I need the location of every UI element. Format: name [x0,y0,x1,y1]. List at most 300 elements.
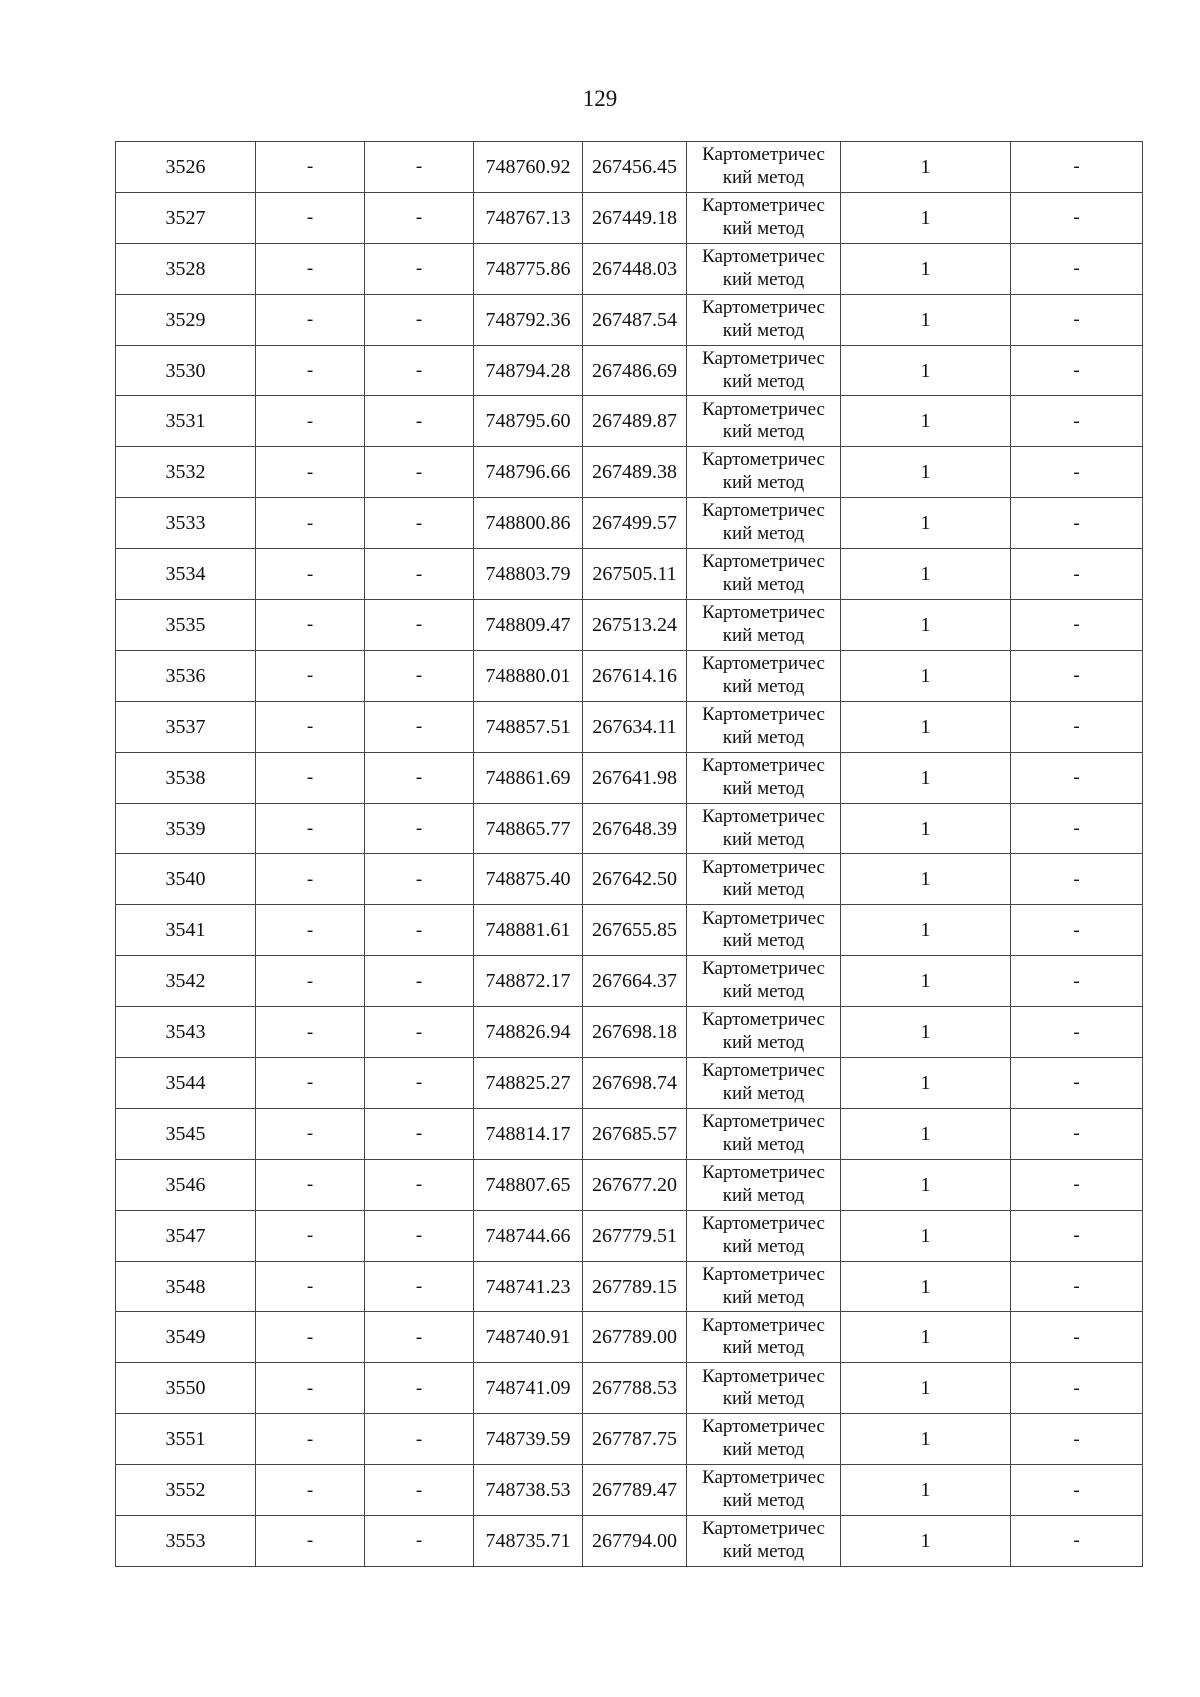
accuracy-cell: 1 [841,803,1011,854]
method-text-line-1: Картометричес [702,958,825,980]
x-coordinate-cell: 748735.71 [474,1516,583,1567]
empty-value-cell: - [365,1210,474,1261]
empty-value-cell: - [256,905,365,956]
table-row [116,1516,1143,1567]
point-number-cell: 3543 [116,1007,256,1058]
empty-value-cell: - [256,1414,365,1465]
accuracy-cell: 1 [841,1363,1011,1414]
point-number-cell: 3530 [116,345,256,396]
point-number-cell: 3549 [116,1312,256,1363]
y-coordinate-cell: 267664.37 [583,956,687,1007]
method-text-line-1: Картометричес [702,602,825,624]
method-text-line-2: кий метод [722,1388,805,1410]
x-coordinate-cell: 748880.01 [474,650,583,701]
method-text-line-2: кий метод [722,777,805,799]
method-cell [687,396,841,447]
point-number-cell: 3534 [116,549,256,600]
y-coordinate-cell: 267788.53 [583,1363,687,1414]
method-cell [687,549,841,600]
table-row [116,854,1143,905]
method-text-line-1: Картометричес [702,296,825,318]
accuracy-cell: 1 [841,600,1011,651]
accuracy-cell: 1 [841,142,1011,193]
note-cell: - [1011,1414,1143,1465]
method-cell [687,854,841,905]
y-coordinate-cell: 267449.18 [583,192,687,243]
accuracy-cell: 1 [841,905,1011,956]
accuracy-cell: 1 [841,294,1011,345]
method-text-line-1: Картометричес [702,1161,825,1183]
method-cell [687,1108,841,1159]
empty-value-cell: - [256,1516,365,1567]
y-coordinate-cell: 267794.00 [583,1516,687,1567]
x-coordinate-cell: 748796.66 [474,447,583,498]
y-coordinate-cell: 267655.85 [583,905,687,956]
method-text-line-2: кий метод [722,523,805,545]
note-cell: - [1011,1210,1143,1261]
empty-value-cell: - [365,650,474,701]
empty-value-cell: - [365,1007,474,1058]
empty-value-cell: - [256,142,365,193]
note-cell: - [1011,345,1143,396]
y-coordinate-cell: 267489.87 [583,396,687,447]
method-text-line-2: кий метод [722,574,805,596]
method-text-line-1: Картометричес [702,144,825,166]
method-text-line-2: кий метод [722,726,805,748]
table-row [116,498,1143,549]
method-text-line-2: кий метод [722,981,805,1003]
method-text-line-2: кий метод [722,319,805,341]
y-coordinate-cell: 267448.03 [583,243,687,294]
method-text-line-1: Картометричес [702,754,825,776]
method-text-line-1: Картометричес [702,703,825,725]
note-cell: - [1011,1261,1143,1312]
method-cell [687,243,841,294]
point-number-cell: 3541 [116,905,256,956]
method-text-line-1: Картометричес [702,1009,825,1031]
point-number-cell: 3545 [116,1108,256,1159]
empty-value-cell: - [256,600,365,651]
empty-value-cell: - [365,1312,474,1363]
method-text-line-2: кий метод [722,1133,805,1155]
empty-value-cell: - [365,1058,474,1109]
note-cell: - [1011,294,1143,345]
note-cell: - [1011,752,1143,803]
accuracy-cell: 1 [841,752,1011,803]
empty-value-cell: - [365,600,474,651]
empty-value-cell: - [256,1108,365,1159]
method-text-line-1: Картометричес [702,1060,825,1082]
table-row [116,1007,1143,1058]
y-coordinate-cell: 267648.39 [583,803,687,854]
note-cell: - [1011,1516,1143,1567]
method-text-line-1: Картометричес [702,500,825,522]
note-cell: - [1011,905,1143,956]
x-coordinate-cell: 748807.65 [474,1159,583,1210]
note-cell: - [1011,1363,1143,1414]
empty-value-cell: - [365,243,474,294]
note-cell: - [1011,142,1143,193]
y-coordinate-cell: 267789.47 [583,1465,687,1516]
method-text-line-1: Картометричес [702,245,825,267]
accuracy-cell: 1 [841,192,1011,243]
method-text-line-1: Картометричес [702,1314,825,1336]
method-text-line-2: кий метод [722,828,805,850]
x-coordinate-cell: 748875.40 [474,854,583,905]
x-coordinate-cell: 748803.79 [474,549,583,600]
table-row [116,803,1143,854]
method-cell [687,1210,841,1261]
empty-value-cell: - [256,956,365,1007]
empty-value-cell: - [256,1363,365,1414]
empty-value-cell: - [256,803,365,854]
x-coordinate-cell: 748740.91 [474,1312,583,1363]
table-row [116,294,1143,345]
method-cell [687,905,841,956]
table-row [116,752,1143,803]
empty-value-cell: - [365,294,474,345]
point-number-cell: 3526 [116,142,256,193]
table-row [116,1210,1143,1261]
empty-value-cell: - [256,243,365,294]
point-number-cell: 3538 [116,752,256,803]
accuracy-cell: 1 [841,650,1011,701]
x-coordinate-cell: 748739.59 [474,1414,583,1465]
note-cell: - [1011,956,1143,1007]
method-cell [687,956,841,1007]
empty-value-cell: - [365,498,474,549]
point-number-cell: 3553 [116,1516,256,1567]
table-row [116,1312,1143,1363]
empty-value-cell: - [365,803,474,854]
method-cell [687,1363,841,1414]
x-coordinate-cell: 748861.69 [474,752,583,803]
method-text-line-2: кий метод [722,1184,805,1206]
method-text-line-2: кий метод [722,472,805,494]
note-cell: - [1011,650,1143,701]
table-row [116,1363,1143,1414]
method-text-line-2: кий метод [722,1439,805,1461]
table-row [116,1261,1143,1312]
table-row [116,1159,1143,1210]
point-number-cell: 3548 [116,1261,256,1312]
method-cell [687,803,841,854]
accuracy-cell: 1 [841,1261,1011,1312]
method-cell [687,1159,841,1210]
x-coordinate-cell: 748865.77 [474,803,583,854]
accuracy-cell: 1 [841,498,1011,549]
accuracy-cell: 1 [841,1159,1011,1210]
method-text-line-2: кий метод [722,624,805,646]
empty-value-cell: - [256,1465,365,1516]
empty-value-cell: - [365,854,474,905]
accuracy-cell: 1 [841,1414,1011,1465]
method-cell [687,1516,841,1567]
method-text-line-2: кий метод [722,421,805,443]
x-coordinate-cell: 748857.51 [474,701,583,752]
x-coordinate-cell: 748738.53 [474,1465,583,1516]
empty-value-cell: - [256,1159,365,1210]
method-text-line-2: кий метод [722,930,805,952]
note-cell: - [1011,1312,1143,1363]
method-text-line-1: Картометричес [702,1518,825,1540]
y-coordinate-cell: 267489.38 [583,447,687,498]
point-number-cell: 3542 [116,956,256,1007]
point-number-cell: 3540 [116,854,256,905]
x-coordinate-cell: 748826.94 [474,1007,583,1058]
method-text-line-1: Картометричес [702,805,825,827]
x-coordinate-cell: 748825.27 [474,1058,583,1109]
method-cell [687,142,841,193]
empty-value-cell: - [365,1414,474,1465]
x-coordinate-cell: 748760.92 [474,142,583,193]
empty-value-cell: - [256,1312,365,1363]
y-coordinate-cell: 267487.54 [583,294,687,345]
accuracy-cell: 1 [841,1210,1011,1261]
method-text-line-2: кий метод [722,1490,805,1512]
method-cell [687,650,841,701]
empty-value-cell: - [256,1007,365,1058]
empty-value-cell: - [256,294,365,345]
point-number-cell: 3529 [116,294,256,345]
method-text-line-1: Картометричес [702,551,825,573]
y-coordinate-cell: 267642.50 [583,854,687,905]
method-text-line-2: кий метод [722,1082,805,1104]
x-coordinate-cell: 748775.86 [474,243,583,294]
y-coordinate-cell: 267486.69 [583,345,687,396]
method-text-line-2: кий метод [722,1540,805,1562]
y-coordinate-cell: 267505.11 [583,549,687,600]
empty-value-cell: - [256,498,365,549]
empty-value-cell: - [256,650,365,701]
empty-value-cell: - [256,752,365,803]
method-cell [687,498,841,549]
y-coordinate-cell: 267677.20 [583,1159,687,1210]
note-cell: - [1011,192,1143,243]
table-row [116,600,1143,651]
note-cell: - [1011,396,1143,447]
table-row [116,905,1143,956]
empty-value-cell: - [365,905,474,956]
method-cell [687,1465,841,1516]
point-number-cell: 3539 [116,803,256,854]
table-row [116,447,1143,498]
x-coordinate-cell: 748872.17 [474,956,583,1007]
empty-value-cell: - [256,1261,365,1312]
method-cell [687,1058,841,1109]
table-row [116,1108,1143,1159]
table-row [116,1058,1143,1109]
method-text-line-2: кий метод [722,370,805,392]
method-cell [687,600,841,651]
method-text-line-1: Картометричес [702,1416,825,1438]
method-cell [687,1007,841,1058]
accuracy-cell: 1 [841,549,1011,600]
empty-value-cell: - [256,854,365,905]
method-text-line-1: Картометричес [702,907,825,929]
empty-value-cell: - [256,549,365,600]
method-text-line-2: кий метод [722,166,805,188]
empty-value-cell: - [365,192,474,243]
accuracy-cell: 1 [841,854,1011,905]
x-coordinate-cell: 748741.09 [474,1363,583,1414]
method-text-line-1: Картометричес [702,347,825,369]
x-coordinate-cell: 748814.17 [474,1108,583,1159]
empty-value-cell: - [365,142,474,193]
point-number-cell: 3546 [116,1159,256,1210]
empty-value-cell: - [365,752,474,803]
y-coordinate-cell: 267779.51 [583,1210,687,1261]
table-row [116,1414,1143,1465]
x-coordinate-cell: 748809.47 [474,600,583,651]
empty-value-cell: - [365,1516,474,1567]
table-row [116,650,1143,701]
point-number-cell: 3544 [116,1058,256,1109]
accuracy-cell: 1 [841,1007,1011,1058]
table-row [116,549,1143,600]
empty-value-cell: - [365,1159,474,1210]
note-cell: - [1011,1007,1143,1058]
empty-value-cell: - [365,1363,474,1414]
x-coordinate-cell: 748792.36 [474,294,583,345]
note-cell: - [1011,243,1143,294]
table-row [116,956,1143,1007]
point-number-cell: 3533 [116,498,256,549]
note-cell: - [1011,600,1143,651]
note-cell: - [1011,701,1143,752]
accuracy-cell: 1 [841,345,1011,396]
x-coordinate-cell: 748881.61 [474,905,583,956]
table-row [116,142,1143,193]
table-row [116,1465,1143,1516]
empty-value-cell: - [256,345,365,396]
empty-value-cell: - [365,396,474,447]
x-coordinate-cell: 748794.28 [474,345,583,396]
point-number-cell: 3551 [116,1414,256,1465]
note-cell: - [1011,1159,1143,1210]
accuracy-cell: 1 [841,1516,1011,1567]
accuracy-cell: 1 [841,701,1011,752]
note-cell: - [1011,549,1143,600]
method-text-line-2: кий метод [722,1337,805,1359]
y-coordinate-cell: 267641.98 [583,752,687,803]
coordinates-table-body [116,142,1143,1567]
empty-value-cell: - [365,345,474,396]
x-coordinate-cell: 748800.86 [474,498,583,549]
note-cell: - [1011,1058,1143,1109]
method-text-line-1: Картометричес [702,1111,825,1133]
coordinates-table [115,141,1143,1567]
empty-value-cell: - [256,1058,365,1109]
method-text-line-1: Картометричес [702,1365,825,1387]
accuracy-cell: 1 [841,956,1011,1007]
table-row [116,345,1143,396]
page-number: 129 [582,86,618,111]
empty-value-cell: - [365,956,474,1007]
y-coordinate-cell: 267499.57 [583,498,687,549]
empty-value-cell: - [365,447,474,498]
method-cell [687,192,841,243]
empty-value-cell: - [365,1465,474,1516]
note-cell: - [1011,803,1143,854]
empty-value-cell: - [256,396,365,447]
note-cell: - [1011,854,1143,905]
x-coordinate-cell: 748795.60 [474,396,583,447]
point-number-cell: 3527 [116,192,256,243]
method-cell [687,1261,841,1312]
y-coordinate-cell: 267456.45 [583,142,687,193]
y-coordinate-cell: 267789.00 [583,1312,687,1363]
accuracy-cell: 1 [841,243,1011,294]
note-cell: - [1011,1108,1143,1159]
method-text-line-2: кий метод [722,675,805,697]
table-row [116,396,1143,447]
method-text-line-2: кий метод [722,1286,805,1308]
method-cell [687,345,841,396]
accuracy-cell: 1 [841,1312,1011,1363]
point-number-cell: 3535 [116,600,256,651]
note-cell: - [1011,447,1143,498]
method-text-line-1: Картометричес [702,449,825,471]
point-number-cell: 3537 [116,701,256,752]
empty-value-cell: - [256,1210,365,1261]
point-number-cell: 3552 [116,1465,256,1516]
empty-value-cell: - [365,701,474,752]
method-text-line-1: Картометричес [702,1212,825,1234]
method-text-line-1: Картометричес [702,398,825,420]
table-row [116,192,1143,243]
method-text-line-2: кий метод [722,1032,805,1054]
x-coordinate-cell: 748744.66 [474,1210,583,1261]
method-text-line-1: Картометричес [702,856,825,878]
table-row [116,701,1143,752]
accuracy-cell: 1 [841,1465,1011,1516]
note-cell: - [1011,498,1143,549]
empty-value-cell: - [365,1108,474,1159]
method-cell [687,294,841,345]
y-coordinate-cell: 267787.75 [583,1414,687,1465]
method-text-line-2: кий метод [722,268,805,290]
empty-value-cell: - [365,1261,474,1312]
y-coordinate-cell: 267614.16 [583,650,687,701]
y-coordinate-cell: 267698.74 [583,1058,687,1109]
accuracy-cell: 1 [841,1058,1011,1109]
x-coordinate-cell: 748741.23 [474,1261,583,1312]
point-number-cell: 3532 [116,447,256,498]
accuracy-cell: 1 [841,447,1011,498]
accuracy-cell: 1 [841,1108,1011,1159]
method-cell [687,1312,841,1363]
method-cell [687,447,841,498]
y-coordinate-cell: 267789.15 [583,1261,687,1312]
method-text-line-1: Картометричес [702,1263,825,1285]
method-cell [687,752,841,803]
x-coordinate-cell: 748767.13 [474,192,583,243]
method-text-line-1: Картометричес [702,653,825,675]
y-coordinate-cell: 267513.24 [583,600,687,651]
point-number-cell: 3550 [116,1363,256,1414]
note-cell: - [1011,1465,1143,1516]
method-text-line-2: кий метод [722,1235,805,1257]
method-text-line-2: кий метод [722,879,805,901]
point-number-cell: 3536 [116,650,256,701]
point-number-cell: 3528 [116,243,256,294]
accuracy-cell: 1 [841,396,1011,447]
y-coordinate-cell: 267634.11 [583,701,687,752]
empty-value-cell: - [256,447,365,498]
method-cell [687,701,841,752]
point-number-cell: 3547 [116,1210,256,1261]
